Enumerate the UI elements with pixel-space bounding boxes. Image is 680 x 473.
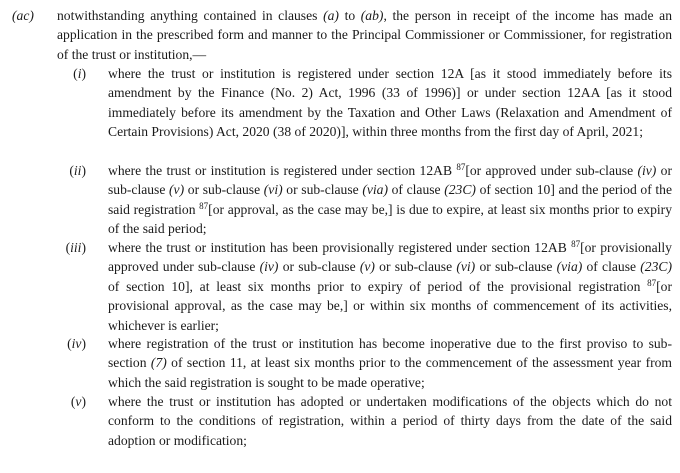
footnote-ref: 87	[647, 277, 657, 288]
footnote-ref: 87	[199, 200, 209, 211]
subclause-label: (iv)	[67, 336, 86, 351]
subclause-text: where registration of the trust or institution has become inoperative due to the first proviso to sub-section (7) of section 11, at least six months prior to the commencement of the assessment year from which the said registration is sought to be made operative;	[108, 336, 673, 390]
subclause-label: (i)	[73, 66, 86, 81]
clause-text-part: , the person in receipt of the income has made an application in the prescribed form and manner to the Principal Commissioner or Commissioner, for registration of the trust or institution,—	[57, 8, 672, 62]
subclause-text: where the trust or institution has been provisionally registered under section 12AB $^{87}$[or provisionally approved under sub-clause (iv) or sub-clause (v) or sub-clause (vi) or sub-clause (via) of clause (23C) of section 10], at least six months prior to expiry of period of the provisional registration $^{87}$[or provisional approval, as the case may be,] or within six months of commencement of its activities, whichever is earlier;	[108, 239, 672, 333]
footnote-ref: 87	[456, 162, 466, 172]
subclause-i	[0, 64, 672, 142]
clause-label: (ac)	[12, 8, 34, 23]
subclause-label: (ii)	[69, 163, 86, 178]
subclause-iii	[0, 238, 672, 335]
subclause-label: (iii)	[65, 240, 86, 255]
clause-text	[57, 6, 672, 64]
subclause-text: where the trust or institution has adopted or undertaken modifications of the objects which do not conform to the conditions of registration, within a period of thirty days from the date of the said adoption or modification;	[108, 394, 672, 448]
subclause-text: where the trust or institution is registered under section 12A [as it stood immediately before its amendment by the Finance (No. 2) Act, 1996 (33 of 1996)] or under section 12AA [as it stood immediately before its amendment by the Taxation and Other Laws (Relaxation and Amendment of Certain Provisions) Act, 2020 (38 of 2020)], within three months from the first day of April, 2021;	[108, 66, 672, 140]
footnote-ref: 87	[571, 239, 581, 249]
subclause-v	[0, 392, 672, 450]
subclause-text: where the trust or institution is registered under section 12AB $^{87}$[or approved under sub-clause (iv) or sub-clause (v) or sub-clause (vi) or sub-clause (via) of clause (23C) of section 10] and the period of the said registration $^{87}$[or approval, as the case may be,] is due to expire, at least six months prior to expiry of the said period;	[108, 162, 672, 237]
clause-text-part: notwithstanding anything contained in clauses	[57, 8, 324, 23]
clause-text-part: to	[338, 8, 361, 23]
subclause-ii	[0, 161, 672, 239]
clause-ac	[0, 6, 672, 64]
clause-ref-ab: (ab)	[360, 8, 384, 23]
clause-ref-a: (a)	[323, 8, 339, 23]
subclause-label: (v)	[70, 394, 86, 409]
subclause-iv	[0, 334, 672, 392]
